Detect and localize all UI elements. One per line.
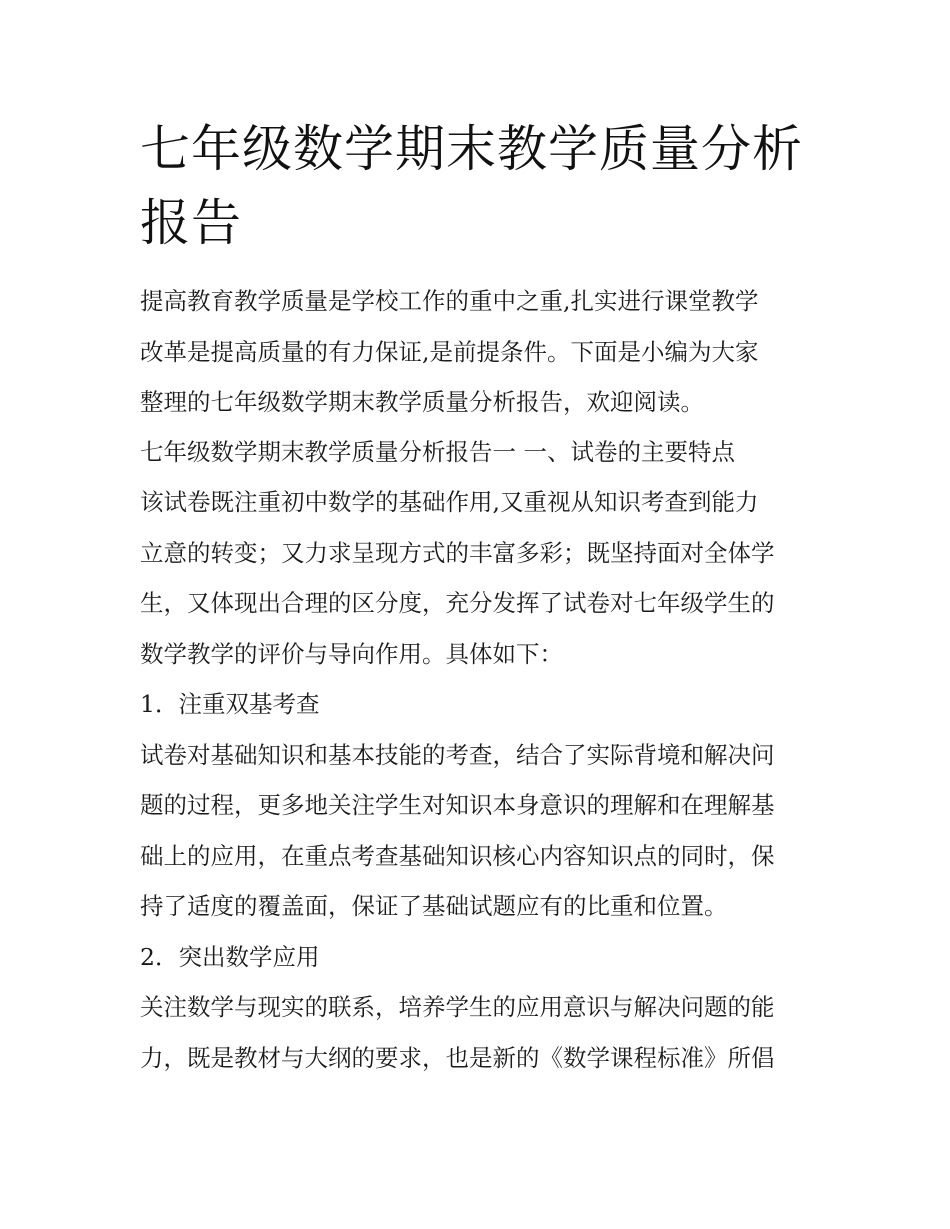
paragraph-line: 整理的七年级数学期末教学质量分析报告，欢迎阅读。: [140, 388, 704, 416]
paragraph-line: 力，既是教材与大纲的要求，也是新的《数学课程标准》所倡: [140, 1044, 775, 1072]
title-line-2: 报告: [140, 194, 242, 252]
paragraph-line: 提高教育教学质量是学校工作的重中之重,扎实进行课堂教学: [140, 287, 759, 315]
paragraph-line: 持了适度的覆盖面，保证了基础试题应有的比重和位置。: [140, 892, 728, 920]
subheading-line: 2．突出数学应用: [140, 943, 320, 971]
paragraph-line: 改革是提高质量的有力保证,是前提条件。下面是小编为大家: [140, 338, 759, 366]
section-heading-line: 七年级数学期末教学质量分析报告一 一、试卷的主要特点: [140, 438, 735, 466]
document-title: [140, 112, 820, 260]
paragraph-line: 题的过程，更多地关注学生对知识本身意识的理解和在理解基: [140, 791, 775, 819]
paragraph-line: 生，又体现出合理的区分度，充分发挥了试卷对七年级学生的: [140, 589, 775, 617]
paragraph-line: 关注数学与现实的联系，培养学生的应用意识与解决问题的能: [140, 993, 775, 1021]
paragraph-line: 数学教学的评价与导向作用。具体如下：: [140, 640, 563, 668]
paragraph-line: 立意的转变；又力求呈现方式的丰富多彩；既坚持面对全体学: [140, 539, 775, 567]
paragraph-line: 础上的应用，在重点考查基础知识核心内容知识点的同时，保: [140, 842, 775, 870]
title-line-1: 七年级数学期末教学质量分析: [140, 120, 803, 178]
paragraph-line: 该试卷既注重初中数学的基础作用,又重视从知识考查到能力: [140, 488, 759, 516]
paragraph-line: 试卷对基础知识和基本技能的考查，结合了实际背境和解决问: [140, 741, 775, 769]
subheading-line: 1．注重双基考查: [140, 690, 320, 718]
